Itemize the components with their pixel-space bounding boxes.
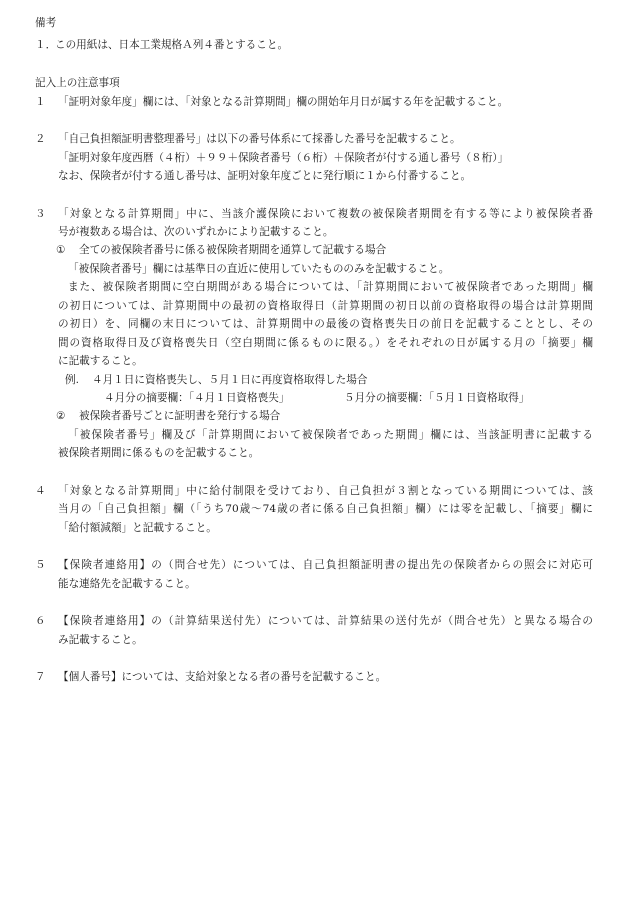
remarks-item-number: １． [35, 39, 57, 51]
note-5-line-1: 【保険者連絡用】の（問合せ先）については、自己負担額証明書の提出先の保険者からの照会に対応可 [58, 559, 593, 571]
note-7-line-1: 【個人番号】については、支給対象となる者の番号を記載すること。 [58, 671, 387, 683]
note-4-line-3: 「給付額減額」と記載すること。 [58, 522, 217, 534]
case-2-title: 被保険者番号ごとに証明書を発行する場合 [79, 410, 281, 422]
example-april-remark: ４月分の摘要欄：「４月１日資格喪失」 [104, 392, 290, 404]
note-2-line-3: なお、保険者が付する通し番号は、証明対象年度ごとに発行順に１から付番すること。 [58, 170, 472, 182]
example-label: 例. [65, 374, 79, 386]
case-2-line-2: 被保険者期間に係るものを記載すること。 [58, 447, 260, 459]
note-3-line-1: 「対象となる計算期間」中に、当該介護保険において複数の被保険者期間を有する等により被保険者番 [58, 208, 593, 220]
note-3-number: ３ [35, 208, 46, 220]
example-text: ４月１日に資格喪失し、５月１日に再度資格取得した場合 [92, 374, 368, 386]
case-1-line-3: の初日については、計算期間中の最初の資格取得日（計算期間の初日以前の資格取得の場合は計算期間 [58, 300, 593, 312]
note-2-number: ２ [35, 133, 46, 145]
case-1-line-4: の初日）を、同欄の末日については、計算期間中の最後の資格喪失日の前日を記載することとし、その [58, 318, 593, 330]
notes-heading: 記入上の注意事項 [35, 77, 120, 89]
note-1-line-1: 「証明対象年度」欄には、「対象となる計算期間」欄の開始年月日が属する年を記載すること。 [58, 96, 509, 108]
remarks-item-text: この用紙は、日本工業規格Ａ列４番とすること。 [55, 39, 289, 51]
note-6-line-2: み記載すること。 [58, 634, 143, 646]
note-1-number: １ [35, 96, 46, 108]
note-2-line-2: 「証明対象年度西暦（４桁）＋９９＋保険者番号（６桁）＋保険者が付する通し番号（８桁）」 [58, 152, 509, 164]
note-7-number: ７ [35, 671, 46, 683]
note-3-line-2: 号が複数ある場合は、次のいずれかにより記載すること。 [58, 226, 334, 238]
case-1-mark: ① [56, 244, 66, 256]
note-6-line-1: 【保険者連絡用】の（計算結果送付先）については、計算結果の送付先が（問合せ先）と異なる場合の [58, 615, 593, 627]
note-2-line-1: 「自己負担額証明書整理番号」は以下の番号体系にて採番した番号を記載すること。 [58, 133, 461, 145]
note-4-line-1: 「対象となる計算期間」中に給付制限を受けており、自己負担が３割となっている期間については、該 [58, 485, 593, 497]
case-1-line-5: 間の資格取得日及び資格喪失日（空白期間に係るものに限る。）をそれぞれの日が属する月の「摘要」欄 [58, 337, 593, 349]
note-5-number: ５ [35, 559, 46, 571]
case-2-line-1: 「被保険者番号」欄及び「計算期間において被保険者であった期間」欄には、当該証明書に記載する [68, 429, 593, 441]
remarks-heading: 備考 [35, 17, 57, 29]
note-4-line-2: 当月の「自己負担額」欄（「うち70歳～74歳の者に係る自己負担額」欄）には零を記載し、「摘要」欄に [58, 503, 593, 515]
case-1-line-2: また、被保険者期間に空白期間がある場合については、「計算期間において被保険者であった期間」欄 [68, 281, 593, 293]
case-1-line-1: 「被保険者番号」欄には基準日の直近に使用していたもののみを記載すること。 [68, 263, 450, 275]
note-5-line-2: 能な連絡先を記載すること。 [58, 578, 196, 590]
case-2-mark: ② [56, 410, 66, 422]
case-1-title: 全ての被保険者番号に係る被保険者期間を通算して記載する場合 [79, 244, 387, 256]
example-may-remark: ５月分の摘要欄：「５月１日資格取得」 [344, 392, 530, 404]
case-1-line-6: に記載すること。 [58, 355, 143, 367]
note-6-number: ６ [35, 615, 46, 627]
note-4-number: ４ [35, 485, 46, 497]
